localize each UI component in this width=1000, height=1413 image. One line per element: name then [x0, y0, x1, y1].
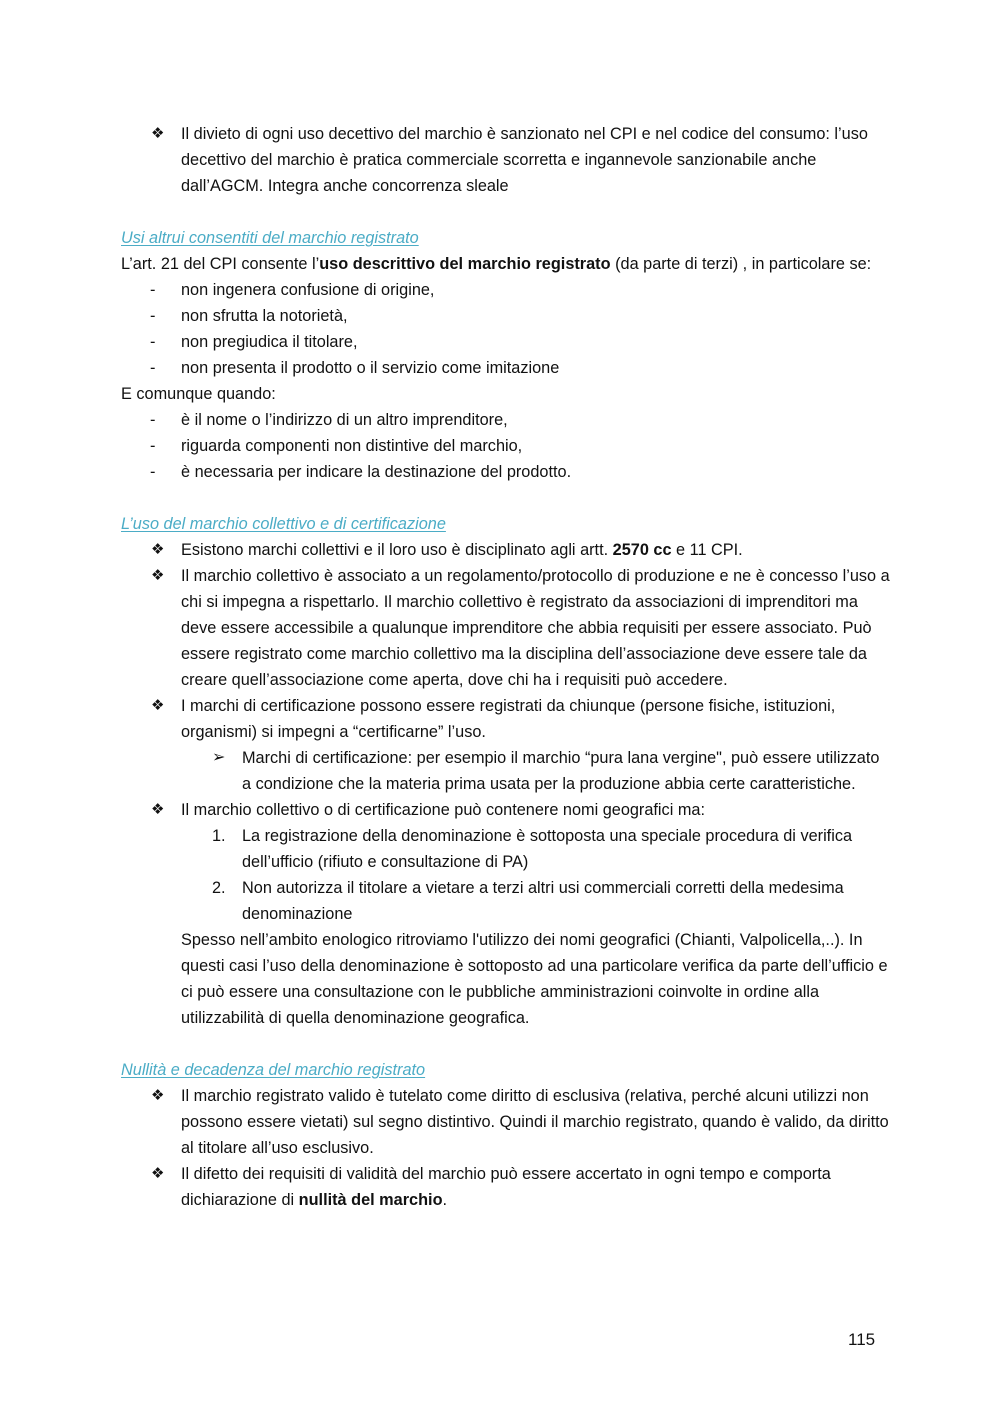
list-item-text: è il nome o l’indirizzo di un altro imprenditore,	[181, 411, 508, 429]
diamond-bullet-icon: ❖	[151, 567, 165, 584]
intro-bold-text: uso descrittivo del marchio registrato	[319, 255, 611, 273]
dash-bullet-icon: -	[150, 437, 156, 455]
section-heading: Nullità e decadenza del marchio registrato	[121, 1061, 426, 1079]
bullet-text: Esistono marchi collettivi e il loro uso è disciplinato agli artt.	[181, 541, 613, 559]
dash-list-item	[121, 355, 891, 381]
dash-list-item	[121, 303, 891, 329]
list-item-text: non ingenera confusione di origine,	[181, 281, 435, 299]
dash-list-item	[121, 329, 891, 355]
intro-text: L’art. 21 del CPI consente l’	[121, 255, 320, 273]
dash-bullet-icon: -	[150, 411, 156, 429]
bullet-text-end: e 11 CPI.	[671, 541, 743, 559]
bullet-text: Il difetto dei requisiti di validità del marchio può essere accertato in ogni tempo e comporta dichiarazione di	[181, 1165, 831, 1209]
section-heading: L’uso del marchio collettivo e di certificazione	[121, 515, 446, 533]
list-number: 1.	[212, 827, 226, 845]
bullet-text-end: .	[442, 1191, 448, 1209]
spacer	[121, 485, 891, 511]
list-item-text: non pregiudica il titolare,	[181, 333, 358, 351]
numbered-item-text: Non autorizza il titolare a vietare a terzi altri usi commerciali corretti della medesima denominazione	[242, 879, 844, 923]
diamond-bullet-icon: ❖	[151, 541, 165, 558]
intro-paragraph	[121, 251, 891, 277]
bullet-item	[121, 121, 891, 199]
diamond-bullet-icon: ❖	[151, 801, 165, 818]
bullet-text: I marchi di certificazione possono essere registrati da chiunque (persone fisiche, istituzioni, organismi) si impegni a “certificarne” l’uso.	[181, 697, 836, 741]
diamond-bullet-icon: ❖	[151, 1087, 165, 1104]
bullet-item	[121, 1083, 891, 1161]
page-content	[121, 121, 891, 1213]
page-number: 115	[848, 1330, 876, 1349]
dash-bullet-icon: -	[150, 307, 156, 325]
dash-list-item	[121, 407, 891, 433]
dash-list-item	[121, 277, 891, 303]
diamond-bullet-icon: ❖	[151, 1165, 165, 1182]
list-item-text: non presenta il prodotto o il servizio come imitazione	[181, 359, 560, 377]
dash-list-item	[121, 433, 891, 459]
spacer	[121, 199, 891, 225]
sub-bullet-text: Marchi di certificazione: per esempio il marchio “pura lana vergine", può essere utilizzato a condizione che la materia prima usata per la produzione abbia certe caratteristiche.	[242, 749, 880, 793]
sub-bullet-item	[121, 745, 891, 797]
numbered-item	[121, 823, 891, 875]
dash-bullet-icon: -	[150, 333, 156, 351]
paragraph: E comunque quando:	[121, 385, 276, 403]
bullet-text: Il divieto di ogni uso decettivo del marchio è sanzionato nel CPI e nel codice del consumo: l’uso decettivo del marchio è pratica commerciale scorretta e ingannevole sanzionabile anche dall’AGCM. Integra anche concorrenza sleale	[181, 125, 868, 195]
indented-paragraph: Spesso nell’ambito enologico ritroviamo l'utilizzo dei nomi geografici (Chianti, Valpolicella,..). In questi casi l’uso della denominazione è sottoposto ad una particolare verifica da parte dell’ufficio e ci può essere una consultazione con le pubbliche amministrazioni coinvolte in ordine alla utilizzabilità di quella denominazione geografica.	[181, 931, 888, 1027]
bullet-text: Il marchio registrato valido è tutelato come diritto di esclusiva (relativa, perché alcuni utilizzi non possono essere vietati) sul segno distintivo. Quindi il marchio registrato, quando è valido, da diritto al titolare all’uso esclusivo.	[181, 1087, 889, 1157]
diamond-bullet-icon: ❖	[151, 697, 165, 714]
list-number: 2.	[212, 879, 226, 897]
dash-bullet-icon: -	[150, 359, 156, 377]
numbered-item	[121, 875, 891, 927]
bullet-text: Il marchio collettivo è associato a un regolamento/protocollo di produzione e ne è concesso l’uso a chi si impegna a rispettarlo. Il marchio collettivo è registrato da associazioni di imprenditori ma deve essere accessibile a qualunque imprenditore che abbia requisiti per essere associato. Può essere registrato come marchio collettivo ma la disciplina dell’associazione deve essere tale da creare quell’associazione come aperta, dove chi ha i requisiti può accedere.	[181, 567, 890, 689]
numbered-item-text: La registrazione della denominazione è sottoposta una speciale procedura di verifica dell’ufficio (rifiuto e consultazione di PA)	[242, 827, 853, 871]
spacer	[121, 1031, 891, 1057]
dash-list-item	[121, 459, 891, 485]
intro-text-end: (da parte di terzi) , in particolare se:	[610, 255, 872, 273]
bullet-bold-text: 2570 cc	[612, 541, 672, 559]
bullet-item	[121, 1161, 891, 1213]
bullet-item	[121, 563, 891, 693]
dash-bullet-icon: -	[150, 463, 156, 481]
bullet-text: Il marchio collettivo o di certificazione può contenere nomi geografici ma:	[181, 801, 705, 819]
list-item-text: riguarda componenti non distintive del marchio,	[181, 437, 523, 455]
section-heading: Usi altrui consentiti del marchio registrato	[121, 229, 419, 247]
bullet-item	[121, 537, 891, 563]
bullet-item	[121, 797, 891, 823]
dash-bullet-icon: -	[150, 281, 156, 299]
diamond-bullet-icon: ❖	[151, 125, 165, 142]
bullet-bold-text: nullità del marchio	[298, 1191, 443, 1209]
bullet-item	[121, 693, 891, 745]
list-item-text: è necessaria per indicare la destinazione del prodotto.	[181, 463, 572, 481]
arrow-bullet-icon: ➢	[212, 749, 226, 766]
list-item-text: non sfrutta la notorietà,	[181, 307, 348, 325]
